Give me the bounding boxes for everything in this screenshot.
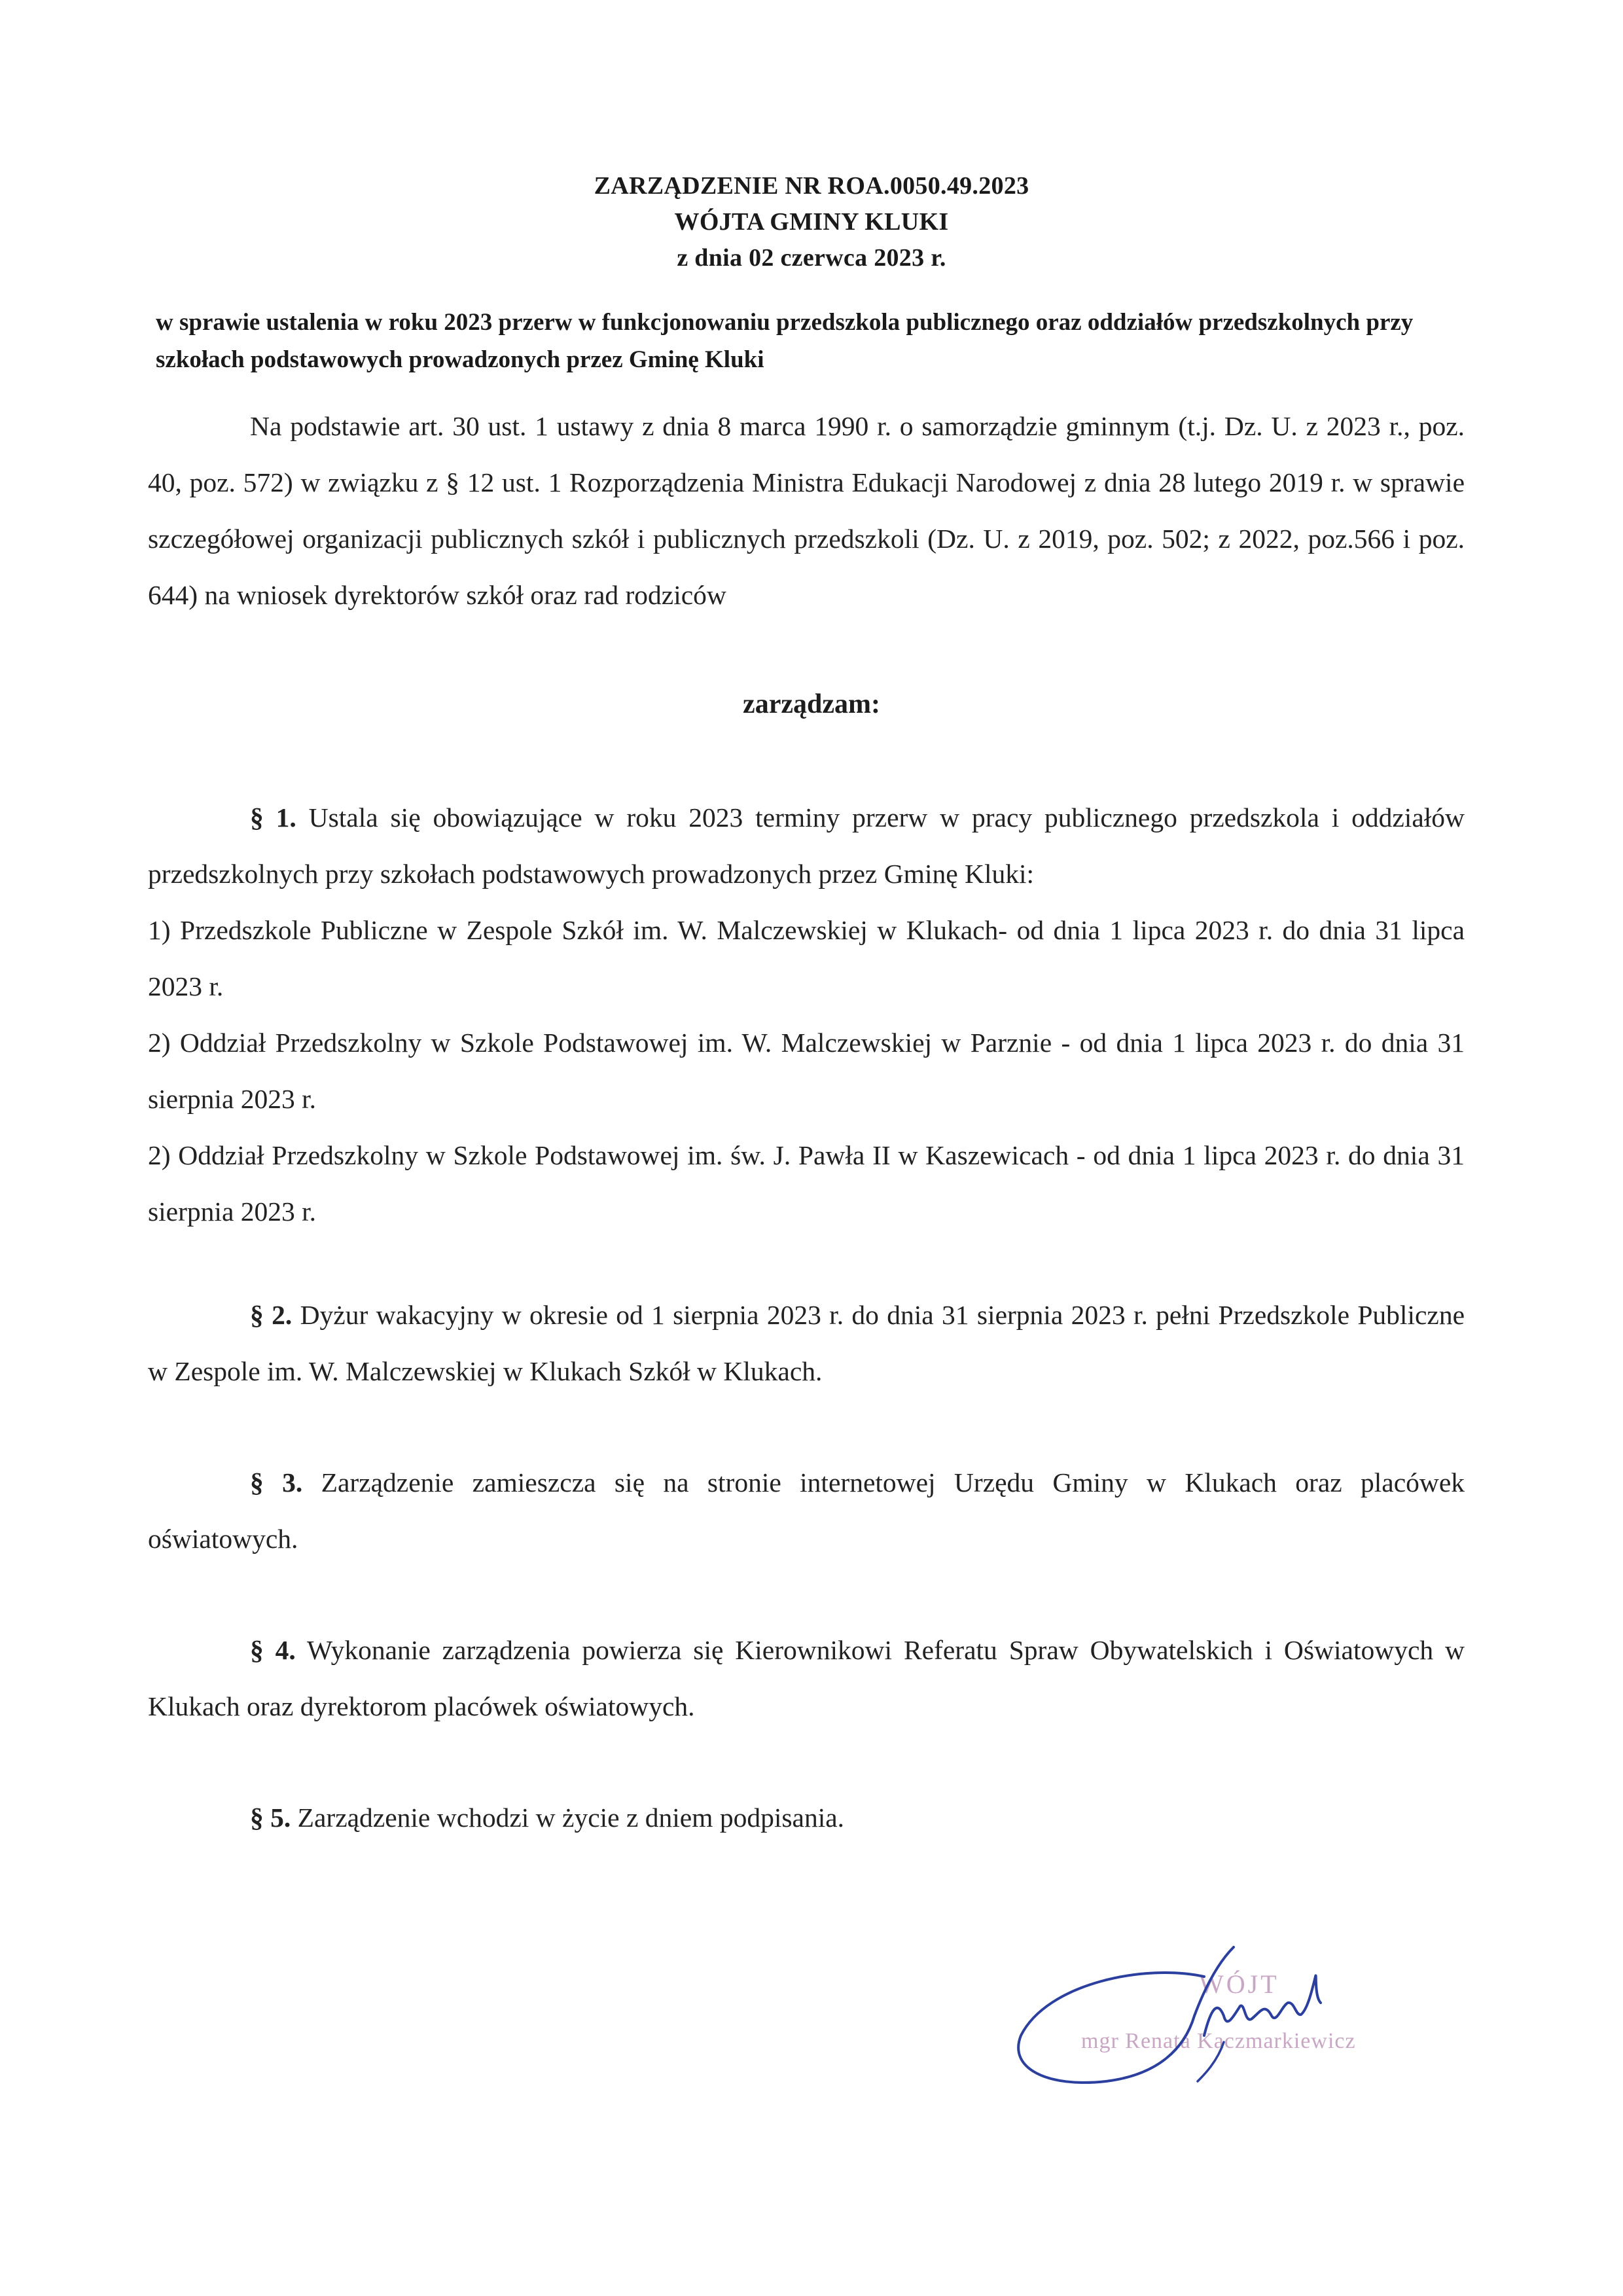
signature-letters	[1204, 1975, 1321, 2036]
handwritten-signature	[1008, 1937, 1466, 2108]
legal-basis-text: Na podstawie art. 30 ust. 1 ustawy z dnia 8 marca 1990 r. o samorządzie gminnym (t.j. Dz. U. z 2023 r., poz. 40, poz. 572) w związku z § 12 ust. 1 Rozporządzenia Ministra Edukacji Narodowej z dnia 28 lutego 2019 r. w sprawie szczegółowej organizacji publicznych szkół i publicznych przedszkoli (Dz. U. z 2019, poz. 502; z 2022, poz.566 i poz. 644) na wniosek dyrektorów szkół oraz rad rodziców	[148, 411, 1465, 610]
signature-stroke	[1198, 2042, 1224, 2081]
stamp-title: WÓJT	[1199, 1969, 1279, 1999]
section-4-label: § 4.	[250, 1635, 296, 1665]
ordinance-number: ZARZĄDZENIE NR ROA.0050.49.2023	[594, 172, 1029, 200]
section-1-text: Ustala się obowiązujące w roku 2023 terminy przerw w pracy publicznego przedszkola i oddziałów przedszkolnych przy szkołach podstawowych prowadzonych przez Gminę Kluki:	[148, 802, 1465, 889]
list-item: 2) Oddział Przedszkolny w Szkole Podstawowej im. św. J. Pawła II w Kaszewicach - od dnia 1 lipca 2023 r. do dnia 31 sierpnia 2023 r.	[148, 1140, 1465, 1227]
section-5	[148, 1789, 1465, 1846]
decree-word: zarządzam:	[743, 689, 880, 719]
section-4	[148, 1622, 1465, 1734]
section-1-label: § 1.	[250, 802, 296, 833]
ordinance-date: z dnia 02 czerwca 2023 r.	[677, 244, 946, 272]
list-item: 2) Oddział Przedszkolny w Szkole Podstawowej im. W. Malczewskiej w Parznie - od dnia 1 lipca 2023 r. do dnia 31 sierpnia 2023 r.	[148, 1028, 1465, 1114]
section-5-label: § 5.	[250, 1803, 291, 1833]
section-4-text: Wykonanie zarządzenia powierza się Kierownikowi Referatu Spraw Obywatelskich i Oświatowych w Klukach oraz dyrektorom placówek oświatowych.	[148, 1635, 1465, 1721]
section-1-list	[148, 902, 1465, 1240]
section-3	[148, 1454, 1465, 1567]
section-3-label: § 3.	[250, 1467, 303, 1498]
section-2	[148, 1287, 1465, 1399]
stamp-name: mgr Renata Kaczmarkiewicz	[1081, 2029, 1356, 2053]
section-5-text: Zarządzenie wchodzi w życie z dniem podpisania.	[297, 1803, 845, 1833]
section-2-label: § 2.	[250, 1300, 293, 1330]
section-3-text: Zarządzenie zamieszcza się na stronie internetowej Urzędu Gminy w Klukach oraz placówek oświatowych.	[148, 1467, 1465, 1554]
legal-basis-paragraph	[148, 398, 1465, 623]
signature-stamp	[1008, 1937, 1466, 2108]
issuer-title: WÓJTA GMINY KLUKI	[674, 208, 949, 236]
ordinance-subject: w sprawie ustalenia w roku 2023 przerw w funkcjonowaniu przedszkola publicznego oraz oddziałów przedszkolnych przy szkołach podstawowych prowadzonych przez Gminę Kluki	[156, 309, 1414, 373]
section-2-text: Dyżur wakacyjny w okresie od 1 sierpnia 2023 r. do dnia 31 sierpnia 2023 r. pełni Przedszkole Publiczne w Zespole im. W. Malczewskiej w Klukach Szkół w Klukach.	[148, 1300, 1465, 1386]
list-item: 1) Przedszkole Publiczne w Zespole Szkół im. W. Malczewskiej w Klukach- od dnia 1 lipca 2023 r. do dnia 31 lipca 2023 r.	[148, 915, 1465, 1001]
signature-loop	[1018, 1947, 1234, 2083]
section-1	[148, 789, 1465, 902]
